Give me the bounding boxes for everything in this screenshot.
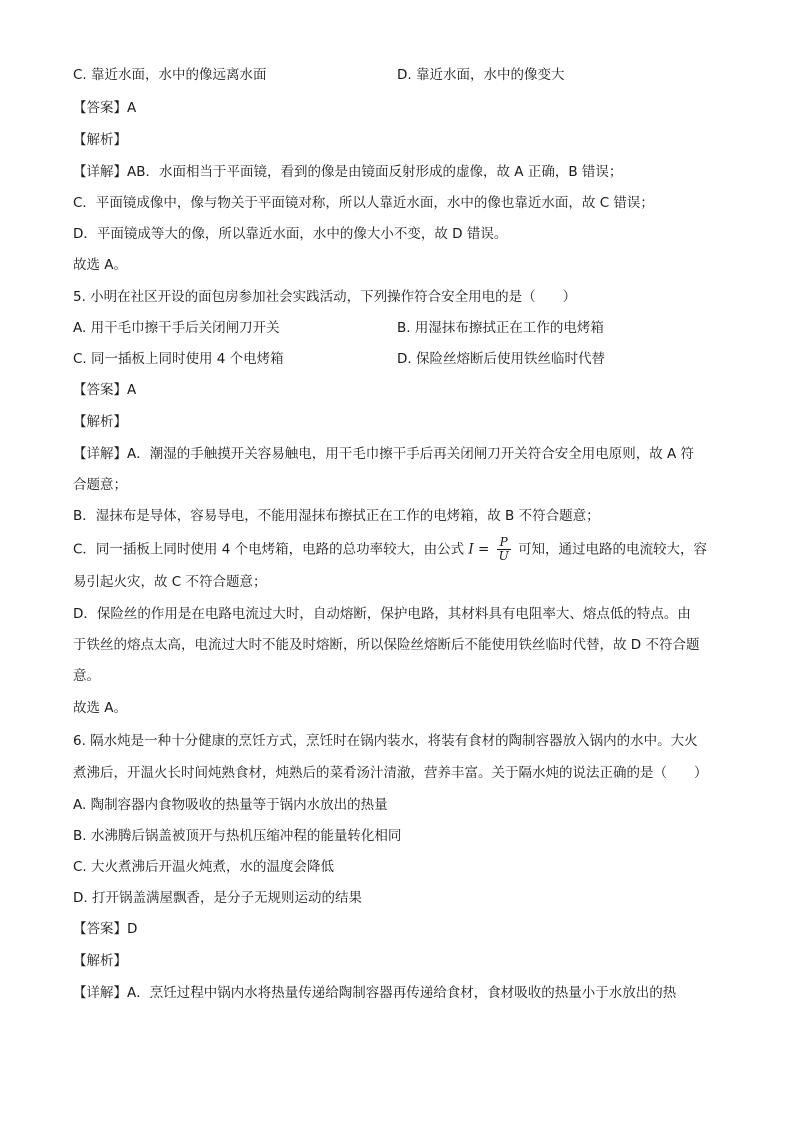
q6-option-c: C. 大火煮沸后开温火炖煮，水的温度会降低 — [73, 859, 335, 875]
q4-answer: 【答案】A — [73, 100, 137, 116]
q5-option-c: C. 同一插板上同时使用 4 个电烤箱 — [73, 351, 284, 367]
q4-option-d: D. 靠近水面，水中的像变大 — [397, 67, 565, 83]
q5-detail-3b: 易引起火灾，故 C 不符合题意； — [73, 574, 267, 590]
q6-option-a: A. 陶制容器内食物吸收的热量等于锅内水放出的热量 — [73, 797, 388, 813]
q4-conclusion: 故选 A。 — [73, 257, 128, 273]
q5-detail-3 — [73, 536, 707, 563]
q5-answer: 【答案】A — [73, 382, 137, 398]
q5-detail-1b: 合题意； — [73, 477, 127, 493]
q4-analysis-heading: 【解析】 — [73, 132, 127, 148]
formula-current-symbol: I = — [468, 541, 490, 558]
q6-option-b: B. 水沸腾后锅盖被顶开与热机压缩冲程的能量转化相同 — [73, 828, 402, 844]
q5-detail-3-after: 可知，通过电路的电流较大，容 — [518, 541, 708, 558]
q5-option-b: B. 用湿抹布擦拭正在工作的电烤箱 — [397, 320, 604, 336]
q5-option-a: A. 用干毛巾擦干手后关闭闸刀开关 — [73, 320, 280, 336]
formula-numerator: P — [497, 536, 511, 550]
q5-conclusion: 故选 A。 — [73, 700, 128, 716]
q5-detail-2: B．湿抹布是导体，容易导电，不能用湿抹布擦拭正在工作的电烤箱，故 B 不符合题意； — [73, 508, 600, 524]
q6-answer: 【答案】D — [73, 921, 138, 937]
q6-stem-line-1: 6. 隔水炖是一种十分健康的烹饪方式，烹饪时在锅内装水，将装有食材的陶制容器放入锅内的水中。大火 — [73, 733, 698, 749]
q4-detail-1: 【详解】AB．水面相当于平面镜，看到的像是由镜面反射形成的虚像，故 A 正确，B 错误； — [73, 164, 623, 180]
q5-stem: 5. 小明在社区开设的面包房参加社会实践活动，下列操作符合安全用电的是（ ） — [73, 289, 577, 305]
q6-detail-1: 【详解】A．烹饪过程中锅内水将热量传递给陶制容器再传递给食材，食材吸收的热量小于水放出的热 — [73, 985, 677, 1001]
q5-detail-4b: 于铁丝的熔点太高，电流过大时不能及时熔断，所以保险丝熔断后不能使用铁丝临时代替，故 D 不符合题 — [73, 637, 700, 653]
q6-analysis-heading: 【解析】 — [73, 953, 127, 969]
q4-detail-3: D．平面镜成等大的像，所以靠近水面，水中的像大小不变，故 D 错误。 — [73, 226, 508, 242]
q4-detail-2: C．平面镜成像中，像与物关于平面镜对称，所以人靠近水面，水中的像也靠近水面，故 C 错误； — [73, 195, 654, 211]
q6-stem-line-2: 煮沸后，开温火长时间炖熟食材，炖熟后的菜肴汤汁清澈，营养丰富。关于隔水炖的说法正确的是（ ） — [73, 765, 708, 781]
formula-denominator: U — [498, 549, 509, 563]
q4-option-c: C. 靠近水面，水中的像远离水面 — [73, 67, 267, 83]
q5-detail-4a: D．保险丝的作用是在电路电流过大时，自动熔断，保护电路，其材料具有电阻率大、熔点低的特点。由 — [73, 606, 691, 622]
q5-option-d: D. 保险丝熔断后使用铁丝临时代替 — [397, 351, 605, 367]
q5-detail-3-before: C．同一插板上同时使用 4 个电烤箱，电路的总功率较大，由公式 — [73, 541, 465, 558]
q5-detail-1a: 【详解】A．潮湿的手触摸开关容易触电，用干毛巾擦干手后再关闭闸刀开关符合安全用电原则，故 A 符 — [73, 446, 695, 462]
q6-option-d: D. 打开锅盖满屋飘香，是分子无规则运动的结果 — [73, 890, 362, 906]
q5-detail-4c: 意。 — [73, 668, 100, 684]
q5-analysis-heading: 【解析】 — [73, 414, 127, 430]
formula-fraction — [497, 536, 511, 563]
